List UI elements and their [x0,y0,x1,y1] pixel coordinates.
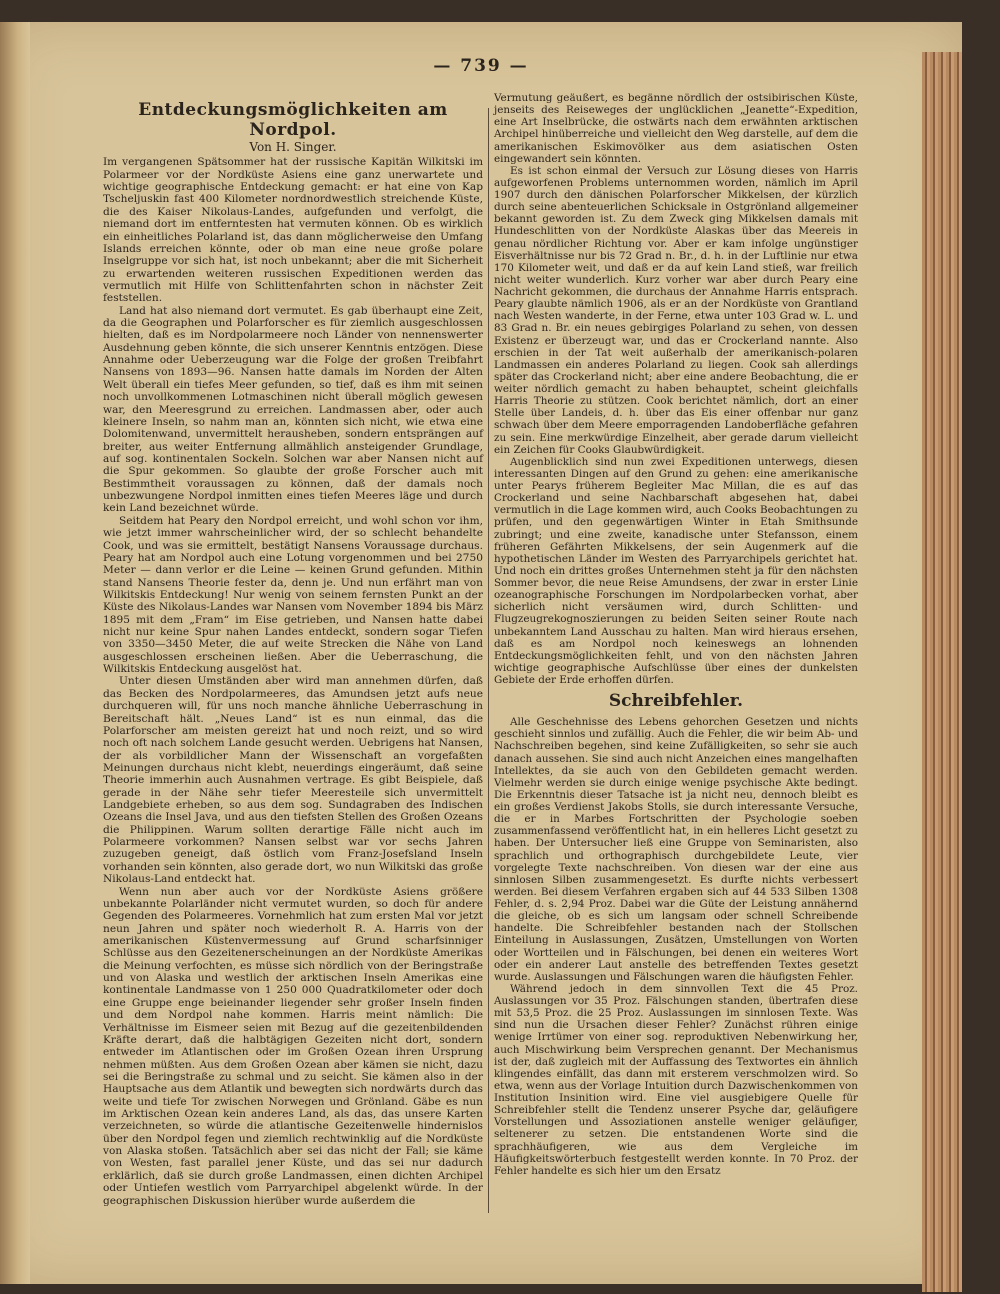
book-spine-gutter [0,22,30,1284]
article-paragraph: Während jedoch in dem sinnvollen Text die 45 Proz. Auslassungen vor 35 Proz. Fälschungen standen, übertrafen diese mit 53,5 Proz. die 25 Proz. Auslassungen im sinnlosen Texte. Was sind nun die Ursachen dieser Fehler? Zunächst rühren einige wenige Irrtümer von einer sog. reproduktiven Nebenwirkung her, auch Mischwirkung beim Versprechen genannt. Der Mechanismus ist der, daß zugleich mit der Auffassung des Textwortes ein ähnlich klingendes einfällt, das dann mit ersterem verschmolzen wird. So etwa, wenn aus der Vorlage Intuition durch Dazwischenkommen von Institution Insinition wird. Eine viel ausgiebigere Quelle für Schreibfehler stellt die Tendenz unserer Psyche dar, geläufigere Vorstellungen und Assoziationen anstelle weniger geläufiger, seltenerer zu setzen. Die entstandenen Worte sind die sprachhäufigeren, wie aus dem Vergleiche im Häufigkeitswörterbuch festgestellt werden konnte. In 70 Proz. der Fehler handelte es sich hier um den Ersatz [494,982,858,1177]
page-edge-stack [922,52,962,1292]
article-paragraph: Augenblicklich sind nun zwei Expeditionen unterwegs, diesen interessanten Dingen auf den Grund zu gehen: eine amerikanische unter Pearys früherem Begleiter Mac Millan, die es auf das Crockerland und seine Nachbarschaft abgesehen hat, dabei vermutlich in die Lage kommen wird, auch Cooks Beobachtungen zu prüfen, und den gegenwärtigen Winter in Etah Smithsunde zubringt; und eine zweite, kanadische unter Stefansson, einem früheren Gefährten Mikkelsens, der sein Augenmerk auf die hypothetischen Länder im Westen des Parryarchipels gerichtet hat. Und noch ein drittes großes Unternehmen steht ja für den nächsten Sommer bevor, die neue Reise Amundsens, der zwar in erster Linie ozeanographische Forschungen im Nordpolarbecken vorhat, aber sicherlich nicht versäumen wird, durch Schlitten- und Flugzeugrekognoszierungen zu beiden Seiten seiner Route nach unbekanntem Land Ausschau zu halten. Man wird hieraus ersehen, daß es am Nordpol noch keineswegs an lohnenden Entdeckungsmöglichkeiten fehlt, und von den nächsten Jahren wichtige geographische Aufschlüsse über eines der dunkelsten Gebiete der Erde erhoffen dürfen. [494,455,858,686]
page-number: — 739 — [433,56,529,76]
article-byline: Von H. Singer. [249,140,337,154]
article-paragraph: Unter diesen Umständen aber wird man annehmen dürfen, daß das Becken des Nordpolarmeeres, das Amundsen jetzt aufs neue durchqueren will, für uns noch manche ähnliche Ueberraschung in Bereitschaft hält. „Neues Land“ ist es nun einmal, das die Polarforscher am meisten gereizt hat und noch reizt, und so wird noch oft nach solchem Lande gesucht werden. Uebrigens hat Nansen, der als vorbildlicher Mann der Wissenschaft an vorgefaßten Meinungen durchaus nicht klebt, neuerdings eingeräumt, daß seine Theorie immerhin auch Ausnahmen vertrage. Es gibt Beispiele, daß gerade in der Nähe sehr tiefer Meeresteile sich unvermittelt Landgebiete erheben, so aus dem sog. Sundagraben des Indischen Ozeans die Insel Java, und aus den tiefsten Stellen des Großen Ozeans die Philippinen. Warum sollten derartige Fälle nicht auch im Polarmeere vorkommen? Nansen selbst war vor sechs Jahren zuzugeben geneigt, daß östlich vom Franz-Josefsland Inseln vorhanden sein könnten, also gerade dort, wo nun Wilkitski das große Nikolaus-Land entdeckt hat. [103,675,483,886]
left-column [103,92,483,1207]
article-paragraph: Vermutung geäußert, es begänne nördlich der ostsibirischen Küste, jenseits des Reiseweges der unglücklichen „Jeanette“-Expedition, eine Art Inselbrücke, die ostwärts nach dem erwähnten arktischen Archipel hinüberreiche und vielleicht den Weg darstelle, auf dem die amerikanischen Eskimovölker aus dem asiatischen Osten eingewandert sein könnten. [494,92,858,165]
column-divider [488,108,489,1213]
article-paragraph: Im vergangenen Spätsommer hat der russische Kapitän Wilkitski im Polarmeer vor der Nordküste Asiens eine ganz unerwartete und wichtige geographische Entdeckung gemacht: er hat eine von Kap Tscheljuskin fast 400 Kilometer nordnordwestlich streichende Küste, die des Kaiser Nikolaus-Landes, aufgefunden und verfolgt, die niemand dort im entferntesten hat vermuten können. Ob es wirklich ein einheitliches Polarland ist, das dann möglicherweise den Umfang Islands erreichen könnte, oder ob man eine neue große polare Inselgruppe vor sich hat, ist noch unbekannt; aber die mit Sicherheit zu erwartenden weiteren russischen Expeditionen werden das vermutlich mit Hilfe von Schlittenfahrten schon in nächster Zeit feststellen. [103,156,483,305]
article-title: Entdeckungsmöglichkeiten am Nordpol. [138,100,448,140]
article-paragraph: Alle Geschehnisse des Lebens gehorchen Gesetzen und nichts geschieht sinnlos und zufällig. Auch die Fehler, die wir beim Ab- und Nachschreiben begehen, sind keine Zufälligkeiten, so sehr sie auch danach aussehen. Sie sind auch nicht Anzeichen eines mangelhaften Intellektes, da sie auch von den Gebildeten gemacht werden. Vielmehr werden sie durch einige wenige psychische Akte bedingt. Die Erkenntnis dieser Tatsache ist ja nicht neu, dennoch bleibt es ein großes Verdienst Jakobs Stolls, sie durch interessante Versuche, die er in Marbes Fortschritten der Psychologie soeben zusammenfassend veröffentlicht hat, in ein helleres Licht gesetzt zu haben. Der Untersucher ließ eine Gruppe von Seminaristen, also sprachlich und orthographisch durchgebildete Leute, vier vorgelegte Texte nachschreiben. Von diesen war der eine aus sinnlosen Silben zusammengesetzt. Es durfte nichts verbessert werden. Bei diesem Verfahren ergaben sich auf 44 533 Silben 1308 Fehler, d. s. 2,94 Proz. Dabei war die Güte der Leistung annähernd die gleiche, ob es sich um langsam oder schnell Schreibende handelte. Die Schreibfehler bestanden nach der Stollschen Einteilung in Auslassungen, Zusätzen, Umstellungen von Worten oder Wortteilen und in Fälschungen, bei denen ein weiteres Wort oder ein anderer Laut anstelle des betreffenden Textes gesetzt wurde. Auslassungen und Fälschungen waren die häufigsten Fehler. [494,716,858,983]
article-paragraph: Land hat also niemand dort vermutet. Es gab überhaupt eine Zeit, da die Geographen und Polarforscher es für ziemlich ausgeschlossen hielten, daß es im Nordpolarmeere noch Länder von nennenswerter Ausdehnung geben könnte, die sich unserer Kenntnis entzögen. Diese Annahme oder Ueberzeugung war die Folge der großen Treibfahrt Nansens von 1893—96. Nansen hatte damals im Norden der Alten Welt überall ein tiefes Meer gefunden, so tief, daß es ihm mit seinen noch unvollkommenen Lotmaschinen nicht überall möglich gewesen war, den Meeresgrund zu erreichen. Landmassen aber, oder auch kleinere Inseln, so nahm man an, könnten sich nicht, wie etwa eine Dolomitenwand, unvermittelt herausheben, sondern entsprängen auf breiter, aus weiter Entfernung allmählich ansteigender Grundlage, auf sog. kontinentalen Sockeln. Solchen war aber Nansen nicht auf die Spur gekommen. So glaubte der große Forscher auch mit Bestimmtheit voraussagen zu können, daß der damals noch unbezwungene Nordpol inmitten eines tiefen Meeres läge und durch kein Land bezeichnet würde. [103,304,483,515]
right-column [494,92,858,1177]
article-title: Schreibfehler. [608,691,744,712]
article-paragraph: Seitdem hat Peary den Nordpol erreicht, und wohl schon vor ihm, wie jetzt immer wahrscheinlicher wird, der so schlecht behandelte Cook, und was sie ermittelt, bestätigt Nansens Voraussage durchaus. Peary hat am Nordpol auch eine Lotung vorgenommen und bei 2750 Meter — dann verlor er die Leine — keinen Grund gefunden. Mithin stand Nansens Theorie fester da, denn je. Und nun erfährt man von Wilkitskis Entdeckung! Nur wenig von seinem fernsten Punkt an der Küste des Nikolaus-Landes war Nansen vom November 1894 bis März 1895 mit dem „Fram“ im Eise getrieben, und Nansen hatte dabei nicht nur keine Spur nahen Landes entdeckt, sondern sogar Tiefen von 3350—3450 Meter, die auf weite Strecken die Nähe von Land ausgeschlossen erscheinen ließen. Aber die Ueberraschung, die Wilkitskis Entdeckung ausgelöst hat. [103,514,483,676]
article-paragraph: Wenn nun aber auch vor der Nordküste Asiens größere unbekannte Polarländer nicht vermutet wurden, so doch für andere Gegenden des Polarmeeres. Vornehmlich hat zum ersten Mal vor jetzt neun Jahren und später noch wiederholt R. A. Harris von der amerikanischen Küstenvermessung auf Grund scharfsinniger Schlüsse aus den Gezeitenerscheinungen an der Nordküste Amerikas die Meinung verfochten, es müsse sich nördlich von der Beringstraße und von Alaska und westlich der arktischen Inseln Amerikas eine kontinentale Landmasse von 1 250 000 Quadratkilometer oder doch eine Gruppe enge beieinander liegender sehr großer Inseln finden und dem Nordpol nahe kommen. Harris meint nämlich: Die Verhältnisse im Eismeer seien mit Bezug auf die gezeitenbildenden Kräfte derart, daß die halbtägigen Gezeiten nicht dort, sondern entweder im Atlantischen oder im Großen Ozean ihren Ursprung nehmen müßten. Aus dem Großen Ozean aber kämen sie nicht, dazu sei die Beringstraße zu schmal und zu seicht. Sie kämen also in der Hauptsache aus dem Atlantik und bewegten sich nordwärts durch das weite und tiefe Tor zwischen Norwegen und Grönland. Gäbe es nun im Arktischen Ozean kein anderes Land, als das, das unsere Karten verzeichneten, so würde die atlantische Gezeitenwelle hindernislos über den Nordpol fegen und ziemlich rechtwinklig auf die Nordküste von Alaska stoßen. Tatsächlich aber sei das nicht der Fall; sie käme von Westen, fast parallel jener Küste, und das sei nur dadurch erklärlich, daß sie durch große Landmassen, einen dichten Archipel oder Untiefen westlich vom Parryarchipel abgelenkt würde. In der geographischen Diskussion hierüber wurde außerdem die [103,885,483,1207]
article-paragraph: Es ist schon einmal der Versuch zur Lösung dieses von Harris aufgeworfenen Problems unternommen worden, nämlich im April 1907 durch den dänischen Polarforscher Mikkelsen, der kürzlich durch seine abenteuerlichen Schicksale in Ostgrönland allgemeiner bekannt geworden ist. Zu dem Zweck ging Mikkelsen damals mit Hundeschlitten von der Nordküste Alaskas über das Meereis in genau nördlicher Richtung vor. Aber er kam infolge ungünstiger Eisverhältnisse nur bis 72 Grad n. Br., d. h. in der Luftlinie nur etwa 170 Kilometer weit, und daß er da auf kein Land stieß, war freilich nicht weiter wunderlich. Kurz vorher war aber durch Peary eine Nachricht gekommen, die durchaus der Annahme Harris entsprach. Peary glaubte nämlich 1906, als er an der Nordküste von Grantland nach Westen wanderte, in der Ferne, etwa unter 103 Grad w. L. und 83 Grad n. Br. ein neues gebirgiges Polarland zu sehen, von dessen Existenz er überzeugt war, und das er Crockerland nannte. Also erschien in der Tat weit außerhalb der amerikanisch-polaren Landmassen ein anderes Polarland zu liegen. Cook sah allerdings später das Crockerland nicht; aber eine andere Beobachtung, die er weiter nördlich gemacht zu haben behauptet, scheint gleichfalls Harris Theorie zu stützen. Cook berichtet nämlich, dort an einer Stelle über Landeis, d. h. über das Eis einer offenbar nur ganz schwach über dem Meere emporragenden Landoberfläche gefahren zu sein. Eine merkwürdige Einzelheit, aber gerade darum vielleicht ein Zeichen für Cooks Glaubwürdigkeit. [494,164,858,456]
